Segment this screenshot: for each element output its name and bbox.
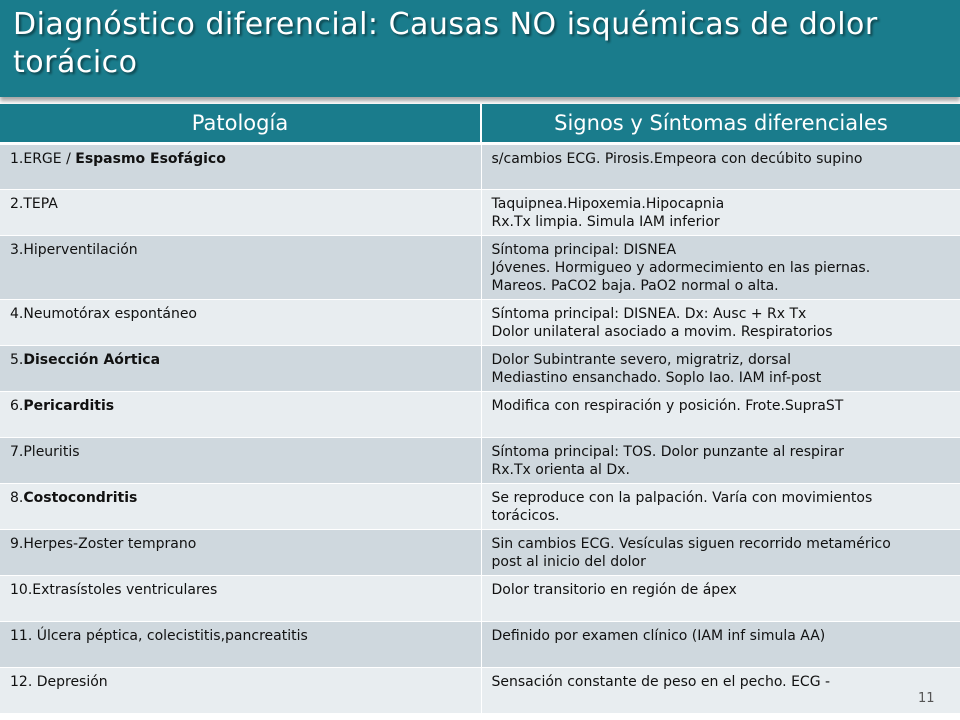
signs-line: Dolor unilateral asociado a movim. Respiratorios bbox=[491, 324, 833, 340]
signs-cell bbox=[481, 576, 960, 622]
pathology-number: 1. bbox=[10, 151, 24, 167]
pathology-name-text: Herpes-Zoster temprano bbox=[23, 536, 197, 552]
table-row bbox=[0, 484, 960, 530]
signs-line: Jóvenes. Hormigueo y adormecimiento en las piernas. bbox=[491, 260, 871, 276]
pathology-number: 3. bbox=[10, 242, 24, 258]
signs-cell bbox=[481, 530, 960, 576]
table-row bbox=[0, 392, 960, 438]
signs-line: Rx.Tx limpia. Simula IAM inferior bbox=[491, 214, 720, 230]
table-row bbox=[0, 144, 960, 190]
pathology-number: 4. bbox=[10, 306, 24, 322]
signs-line: Mediastino ensanchado. Soplo Iao. IAM inf-post bbox=[491, 370, 822, 386]
signs-line: Dolor Subintrante severo, migratriz, dorsal bbox=[491, 352, 791, 368]
header-signos: Signos y Síntomas diferenciales bbox=[481, 104, 960, 144]
pathology-number: 6. bbox=[10, 398, 24, 414]
table-row bbox=[0, 438, 960, 484]
signs-line: s/cambios ECG. Pirosis.Empeora con decúbito supino bbox=[491, 151, 863, 167]
signs-line: Modifica con respiración y posición. Frote.SupraST bbox=[491, 398, 844, 414]
table-header-row bbox=[0, 104, 960, 144]
pathology-cell bbox=[0, 438, 481, 484]
signs-cell bbox=[481, 236, 960, 300]
table-row bbox=[0, 236, 960, 300]
header-patologia: Patología bbox=[0, 104, 481, 144]
signs-line: Taquipnea.Hipoxemia.Hipocapnia bbox=[491, 196, 725, 212]
pathology-name bbox=[10, 351, 471, 369]
slide-title: Diagnóstico diferencial: Causas NO isquémicas de dolor torácico bbox=[13, 7, 878, 80]
table-body bbox=[0, 144, 960, 714]
diagnosis-table-container bbox=[0, 104, 960, 714]
signs-cell bbox=[481, 300, 960, 346]
pathology-name bbox=[10, 241, 471, 259]
diagnosis-table bbox=[0, 104, 960, 714]
pathology-number: 2. bbox=[10, 196, 24, 212]
pathology-number: 10. bbox=[10, 582, 33, 598]
pathology-name-bold: Disección Aórtica bbox=[23, 352, 161, 368]
title-bar bbox=[0, 0, 960, 97]
table-row bbox=[0, 190, 960, 236]
pathology-cell bbox=[0, 484, 481, 530]
signs-cell bbox=[481, 392, 960, 438]
pathology-number: 7. bbox=[10, 444, 24, 460]
pathology-cell bbox=[0, 144, 481, 190]
pathology-name bbox=[10, 673, 471, 691]
pathology-name-bold: Costocondritis bbox=[23, 490, 138, 506]
table-row bbox=[0, 622, 960, 668]
signs-cell bbox=[481, 622, 960, 668]
signs-line: Definido por examen clínico (IAM inf simula AA) bbox=[491, 628, 826, 644]
table-row bbox=[0, 300, 960, 346]
pathology-name bbox=[10, 305, 471, 323]
pathology-cell bbox=[0, 236, 481, 300]
pathology-number: 5. bbox=[10, 352, 24, 368]
signs-line: post al inicio del dolor bbox=[491, 554, 646, 570]
pathology-cell bbox=[0, 300, 481, 346]
pathology-number: 11. bbox=[10, 628, 37, 644]
signs-line: Síntoma principal: DISNEA bbox=[491, 242, 677, 258]
pathology-cell bbox=[0, 622, 481, 668]
signs-line: Rx.Tx orienta al Dx. bbox=[491, 462, 630, 478]
signs-line: Dolor transitorio en región de ápex bbox=[491, 582, 737, 598]
pathology-name-text: Úlcera péptica, colecistitis,pancreatitis bbox=[36, 628, 308, 644]
pathology-cell bbox=[0, 668, 481, 714]
pathology-number: 9. bbox=[10, 536, 24, 552]
page-number: 11 bbox=[918, 691, 935, 706]
pathology-cell bbox=[0, 392, 481, 438]
pathology-number: 8. bbox=[10, 490, 24, 506]
pathology-name-text: ERGE / bbox=[23, 151, 76, 167]
pathology-name bbox=[10, 581, 471, 599]
signs-cell bbox=[481, 484, 960, 530]
signs-cell bbox=[481, 438, 960, 484]
pathology-name-text: Hiperventilación bbox=[23, 242, 138, 258]
pathology-name-text: TEPA bbox=[23, 196, 58, 212]
pathology-name bbox=[10, 535, 471, 553]
signs-line: Sin cambios ECG. Vesículas siguen recorrido metamérico bbox=[491, 536, 891, 552]
pathology-name-text: Neumotórax espontáneo bbox=[23, 306, 197, 322]
pathology-cell bbox=[0, 346, 481, 392]
pathology-name bbox=[10, 627, 471, 645]
pathology-cell bbox=[0, 530, 481, 576]
signs-line: Síntoma principal: TOS. Dolor punzante al respirar bbox=[491, 444, 844, 460]
signs-cell bbox=[481, 668, 960, 714]
signs-cell bbox=[481, 346, 960, 392]
table-row bbox=[0, 668, 960, 714]
pathology-name bbox=[10, 195, 471, 213]
signs-line: Mareos. PaCO2 baja. PaO2 normal o alta. bbox=[491, 278, 779, 294]
pathology-name bbox=[10, 489, 471, 507]
signs-line: Síntoma principal: DISNEA. Dx: Ausc + Rx Tx bbox=[491, 306, 807, 322]
signs-line: Se reproduce con la palpación. Varía con movimientos bbox=[491, 490, 873, 506]
pathology-cell bbox=[0, 576, 481, 622]
pathology-name bbox=[10, 443, 471, 461]
table-row bbox=[0, 530, 960, 576]
pathology-name-bold: Espasmo Esofágico bbox=[75, 151, 226, 167]
pathology-number: 12. bbox=[10, 674, 37, 690]
pathology-name-text: Depresión bbox=[36, 674, 108, 690]
pathology-name bbox=[10, 150, 471, 168]
pathology-cell bbox=[0, 190, 481, 236]
pathology-name-text: Pleuritis bbox=[23, 444, 80, 460]
signs-line: Sensación constante de peso en el pecho. ECG - bbox=[491, 674, 831, 690]
pathology-name-text: Extrasístoles ventriculares bbox=[32, 582, 218, 598]
signs-line: torácicos. bbox=[491, 508, 560, 524]
pathology-name bbox=[10, 397, 471, 415]
signs-cell bbox=[481, 144, 960, 190]
table-row bbox=[0, 346, 960, 392]
pathology-name-bold: Pericarditis bbox=[23, 398, 115, 414]
table-row bbox=[0, 576, 960, 622]
signs-cell bbox=[481, 190, 960, 236]
